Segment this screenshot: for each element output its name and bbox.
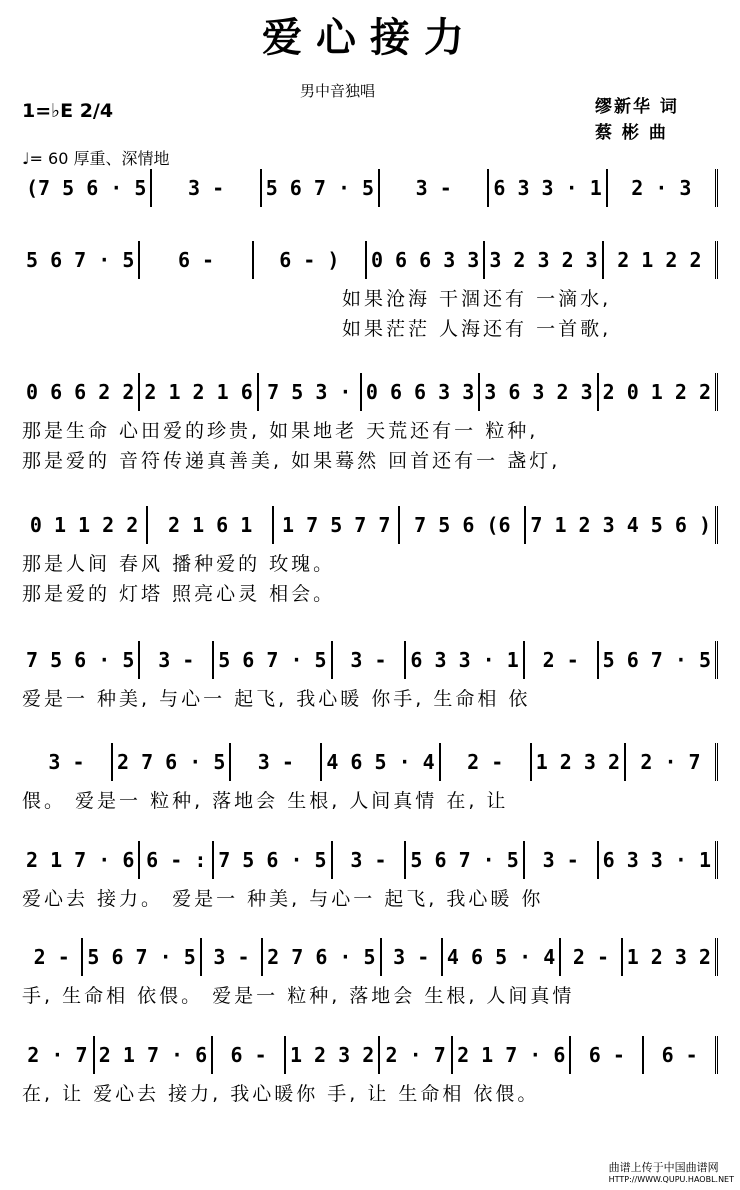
- notes-row: [22, 1035, 718, 1075]
- tempo-marking: ♩= 60 厚重、深情地: [22, 149, 170, 168]
- measure: 5 6 7 · 5: [214, 641, 332, 679]
- score-system: [22, 840, 718, 910]
- measure: 2 7 6 · 5: [113, 743, 231, 781]
- score-system: [22, 168, 718, 208]
- measure: 7 5 3 ·: [259, 373, 362, 411]
- notes-row: [22, 505, 718, 545]
- measure: 1 7 5 7 7: [274, 506, 400, 544]
- notes-row: [22, 640, 718, 680]
- measure: 5 6 7 · 5: [22, 241, 140, 279]
- subtitle: 男中音独唱: [300, 82, 376, 100]
- measure: 7 5 6 · 5: [22, 641, 140, 679]
- measure: 6 - :: [140, 841, 214, 879]
- measure: 6 - ): [254, 241, 367, 279]
- notes-row: [22, 372, 718, 412]
- lyric-line: 那是人间 春风 播种爱的 玫瑰。: [22, 553, 336, 575]
- score-system: [22, 1035, 718, 1105]
- footer-line1: 曲谱上传于中国曲谱网: [608, 1161, 719, 1174]
- measure: 2 -: [441, 743, 532, 781]
- measure: 2 1 7 · 6: [453, 1036, 571, 1074]
- lyric-line: 手, 生命相 依偎。 爱是一 粒种, 落地会 生根, 人间真情: [22, 985, 575, 1007]
- measure: 5 6 7 · 5: [599, 641, 718, 679]
- measure: 2 1 6 1: [148, 506, 274, 544]
- score-system: [22, 640, 718, 710]
- measure: 3 -: [152, 169, 261, 207]
- lyric-line: 偎。 爱是一 粒种, 落地会 生根, 人间真情 在, 让: [22, 790, 509, 812]
- measure: 2 · 3: [608, 169, 718, 207]
- measure: 6 -: [644, 1036, 718, 1074]
- measure: 2 -: [561, 938, 622, 976]
- measure: 3 2 3 2 3: [485, 241, 603, 279]
- measure: 1 2 3 2: [286, 1036, 380, 1074]
- footer-line2: HTTP://WWW.QUPU.HAOBL.NET: [608, 1175, 734, 1184]
- measure: 6 3 3 · 1: [489, 169, 607, 207]
- measure: 5 6 7 · 5: [262, 169, 380, 207]
- lyric-line: 那是爱的 音符传递真善美, 如果蓦然 回首还有一 盏灯,: [22, 450, 561, 472]
- measure: 1 2 3 2: [532, 743, 626, 781]
- measure: 2 7 6 · 5: [263, 938, 381, 976]
- lyric-line: 在, 让 爱心去 接力, 我心暖你 手, 让 生命相 依偎。: [22, 1083, 540, 1105]
- score-system: [22, 742, 718, 812]
- score-system: [22, 505, 718, 605]
- measure: 6 3 3 · 1: [599, 841, 718, 879]
- footer-watermark: [609, 1159, 734, 1184]
- measure: (7 5 6 · 5: [22, 169, 152, 207]
- score-system: [22, 937, 718, 1007]
- measure: 0 6 6 3 3: [362, 373, 480, 411]
- measure: 5 6 7 · 5: [83, 938, 201, 976]
- composer: 蔡 彬 曲: [595, 123, 668, 143]
- measure: 3 -: [22, 743, 113, 781]
- notes-row: [22, 840, 718, 880]
- score-system: [22, 372, 718, 472]
- measure: 2 1 2 1 6: [140, 373, 258, 411]
- measure: 2 1 7 · 6: [22, 841, 140, 879]
- measure: 2 -: [525, 641, 599, 679]
- lyric-line: 那是爱的 灯塔 照亮心灵 相会。: [22, 583, 336, 605]
- measure: 3 -: [140, 641, 214, 679]
- score-system: [22, 240, 718, 340]
- lyric-line: 爱心去 接力。 爱是一 种美, 与心一 起飞, 我心暖 你: [22, 888, 544, 910]
- measure: 0 1 1 2 2: [22, 506, 148, 544]
- measure: 2 · 7: [626, 743, 718, 781]
- measure: 6 3 3 · 1: [406, 641, 524, 679]
- notes-row: [22, 937, 718, 977]
- measure: 7 1 2 3 4 5 6 ): [526, 506, 718, 544]
- lyric-line: 如果沧海 干涸还有 一滴水,: [342, 288, 612, 310]
- measure: 3 -: [202, 938, 263, 976]
- notes-row: [22, 168, 718, 208]
- song-title: 爱心接力: [262, 15, 478, 61]
- notes-row: [22, 742, 718, 782]
- measure: 2 1 2 2: [604, 241, 718, 279]
- key-signature: 1=♭E 2/4: [22, 100, 114, 122]
- lyric-line: 那是生命 心田爱的珍贵, 如果地老 天荒还有一 粒种,: [22, 420, 539, 442]
- measure: 6 -: [140, 241, 253, 279]
- measure: 6 -: [213, 1036, 286, 1074]
- measure: 2 · 7: [380, 1036, 453, 1074]
- notes-row: [22, 240, 718, 280]
- measure: 3 -: [382, 938, 443, 976]
- measure: 6 -: [571, 1036, 644, 1074]
- measure: 3 -: [333, 641, 407, 679]
- measure: 2 0 1 2 2: [599, 373, 718, 411]
- measure: 5 6 7 · 5: [406, 841, 524, 879]
- measure: 0 6 6 2 2: [22, 373, 140, 411]
- lyric-line: 爱是一 种美, 与心一 起飞, 我心暖 你手, 生命相 依: [22, 688, 531, 710]
- measure: 3 6 3 2 3: [480, 373, 598, 411]
- lyric-line: 如果茫茫 人海还有 一首歌,: [342, 318, 612, 340]
- measure: 7 5 6 (6: [400, 506, 526, 544]
- lyricist: 缪新华 词: [595, 97, 679, 117]
- measure: 3 -: [231, 743, 322, 781]
- measure: 7 5 6 · 5: [214, 841, 332, 879]
- measure: 2 -: [22, 938, 83, 976]
- measure: 2 1 7 · 6: [95, 1036, 213, 1074]
- measure: 0 6 6 3 3: [367, 241, 485, 279]
- measure: 4 6 5 · 4: [443, 938, 561, 976]
- measure: 3 -: [333, 841, 407, 879]
- measure: 4 6 5 · 4: [322, 743, 440, 781]
- measure: 2 · 7: [22, 1036, 95, 1074]
- measure: 1 2 3 2: [623, 938, 718, 976]
- measure: 3 -: [525, 841, 599, 879]
- measure: 3 -: [380, 169, 489, 207]
